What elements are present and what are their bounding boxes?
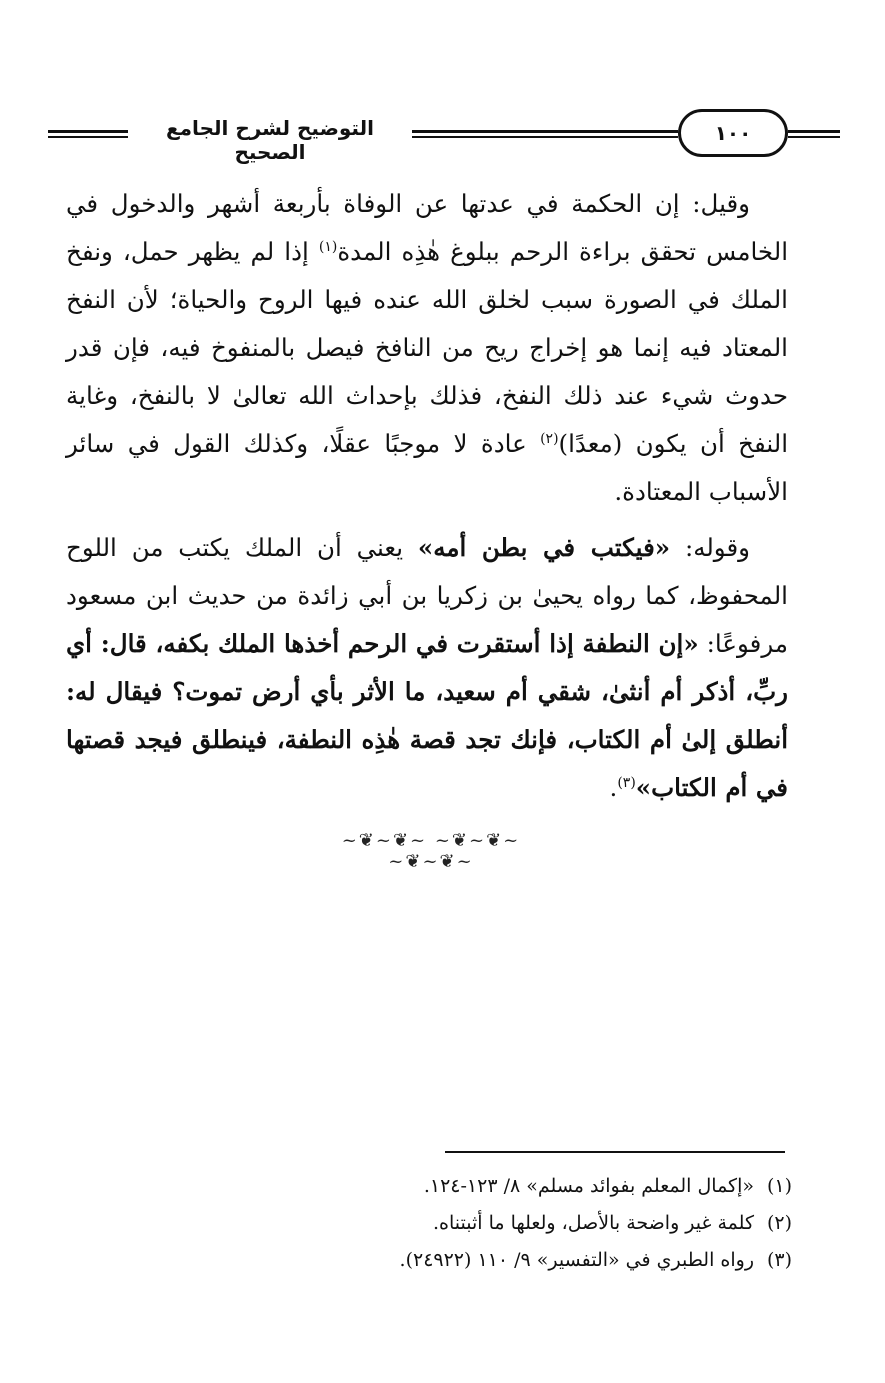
footnote-number: (٢) <box>766 1212 792 1234</box>
footnote-ref-1: (١) <box>318 238 338 255</box>
footnote-number: (٣) <box>766 1249 792 1271</box>
footnote-ref-2: (٢) <box>540 430 559 447</box>
page-number: ١٠٠ <box>678 109 788 157</box>
footnote-1 <box>300 1168 792 1205</box>
header-rule-left <box>48 130 128 133</box>
footnote-separator <box>445 1151 785 1153</box>
paragraph-1 <box>66 180 788 516</box>
header-rule-middle <box>412 130 678 133</box>
section-ornament: ~❦~❦~ ~❦~❦~ ~❦~❦~ <box>341 830 521 872</box>
running-title: التوضيح لشرح الجامع الصحيح <box>166 116 374 164</box>
paragraph-1-part-3: عادة لا موجبًا عقلًا، وكذلك القول في سائر الأسباب المعتادة. <box>66 429 788 506</box>
footnotes <box>300 1168 792 1279</box>
paragraph-2 <box>66 524 788 812</box>
paragraph-1-part-1: وقيل: إن الحكمة في عدتها عن الوفاة بأربعة أشهر والدخول في الخامس تحقق براءة الرحم ببلوغ هٰذِه المدة <box>66 189 788 266</box>
footnote-2 <box>300 1205 792 1242</box>
hadith-quote-1: «فيكتب في بطن أمه» <box>417 533 671 562</box>
footnote-text: «إكمال المعلم بفوائد مسلم» ٨/ ١٢٣-١٢٤. <box>423 1175 754 1197</box>
hadith-quote-2: «إن النطفة إذا أستقرت في الرحم أخذها الملك بكفه، قال: أي ربِّ، أذكر أم أنثىٰ، شقي أم سعيد، ما الأثر بأي أرض تموت؟ فيقال له: أنطلق إلىٰ أم الكتاب، فإنك تجد قصة هٰذِه النطفة، فينطلق فيجد قصتها في أم الكتاب» <box>66 629 788 802</box>
footnote-ref-3: (٣) <box>617 774 636 791</box>
footnote-number: (١) <box>766 1175 792 1197</box>
footnote-text: كلمة غير واضحة بالأصل، ولعلها ما أثبتناه. <box>433 1212 754 1234</box>
main-text <box>66 180 788 820</box>
paragraph-2-part-2: يعني أن الملك يكتب من اللوح المحفوظ، كما رواه يحيىٰ بن زكريا بن أبي زائدة من حديث ابن مسعود مرفوعًا: <box>66 533 788 658</box>
footnote-3 <box>300 1242 792 1279</box>
header-rule-right <box>788 130 840 133</box>
paragraph-2-part-1: وقوله: <box>670 533 750 562</box>
paragraph-1-part-2: إذا لم يظهر حمل، ونفخ الملك في الصورة سبب لخلق الله عنده فيها الروح والحياة؛ لأن النفخ المعتاد فيه إنما هو إخراج ريح من النافخ فيصل بالمنفوخ فيه، فإن قدر حدوث شيء عند ذلك النفخ، فذلك بإحداث الله تعالىٰ لا بالنفخ، وغاية النفخ أن يكون (معدًا) <box>66 237 789 458</box>
page-header <box>48 108 848 164</box>
footnote-text: رواه الطبري في «التفسير» ٩/ ١١٠ (٢٤٩٢٢). <box>399 1249 754 1271</box>
paragraph-2-part-3: . <box>609 773 618 802</box>
